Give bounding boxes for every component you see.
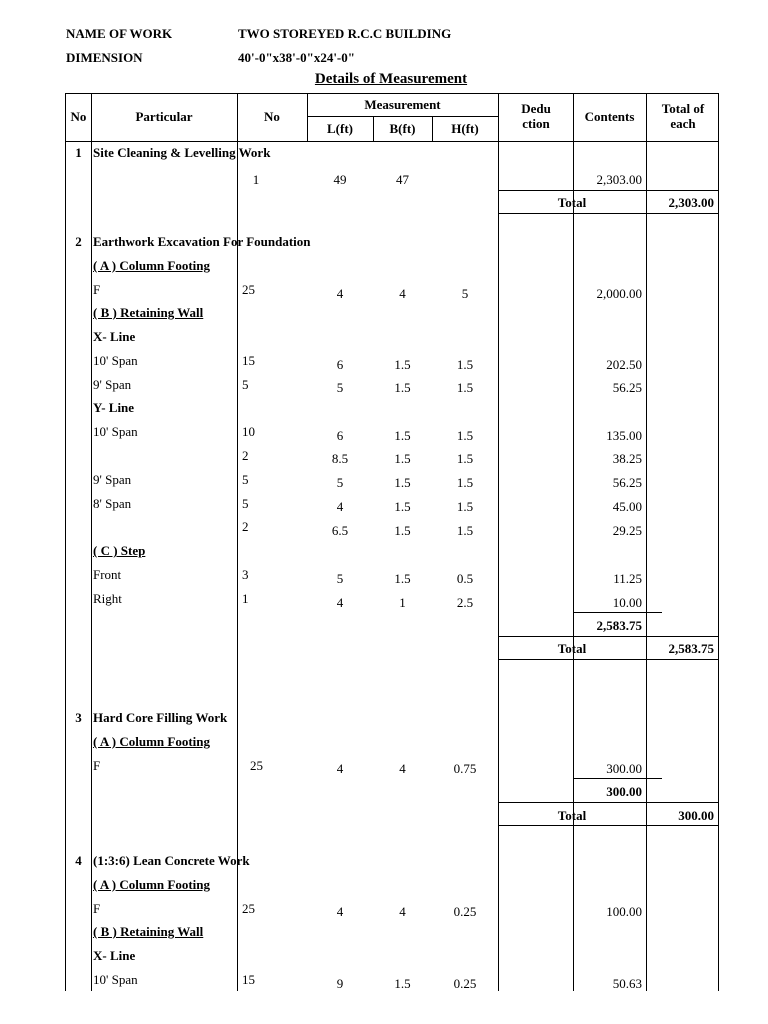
col-header-breadth: B(ft) [389,121,416,136]
row-length: 8.5 [331,451,349,466]
row-contents: 10.00 [612,595,642,610]
subtotal-line [573,778,662,779]
row-length: 49 [333,172,347,187]
row-breadth: 1.5 [394,428,411,443]
col-header-particular: Particular [135,109,193,124]
row-height: 0.25 [453,976,477,991]
row-particular: ( A ) Column Footing [93,258,211,273]
header-bottom-border [65,141,719,142]
row-particular: 10' Span [93,424,138,439]
name-of-work-label: NAME OF WORK [66,26,173,41]
row-breadth: 1.5 [394,451,411,466]
row-height: 1.5 [456,523,474,538]
row-qty: 5 [242,496,249,511]
row-height: 1.5 [456,357,474,372]
row-particular: (1:3:6) Lean Concrete Work [93,853,250,868]
row-height: 1.5 [456,428,474,443]
col-header-contents: Contents [584,109,635,124]
row-qty: 2 [242,519,249,534]
row-number: 4 [75,853,82,868]
total-line [498,659,719,660]
row-particular: 10' Span [93,972,138,987]
row-breadth: 1.5 [394,523,411,538]
total-line [498,636,719,637]
name-of-work-value: TWO STOREYED R.C.C BUILDING [238,26,452,41]
measurement-divider [307,116,498,117]
row-particular: ( B ) Retaining Wall [93,305,204,320]
col-header-length: L(ft) [327,121,353,136]
row-length: 5 [336,380,344,395]
total-line [498,825,719,826]
row-particular: ( C ) Step [93,543,146,558]
col-header-qty: No [264,109,280,124]
row-contents: 45.00 [612,499,642,514]
col-header-deduction: Dedu ction [521,101,551,131]
row-contents: 29.25 [612,523,642,538]
row-length: 5 [336,475,344,490]
row-height: 1.5 [456,499,474,514]
row-contents: 300.00 [606,761,642,776]
row-qty: 15 [242,972,255,987]
row-contents: 100.00 [606,904,642,919]
row-breadth: 1.5 [394,499,411,514]
row-particular: Right [93,591,122,606]
row-height: 0.75 [453,761,477,776]
row-contents: 202.50 [606,357,642,372]
row-particular: Front [93,567,122,582]
row-particular: ( A ) Column Footing [93,734,211,749]
row-length: 9 [336,976,344,991]
row-breadth: 1.5 [394,475,411,490]
row-particular: F [93,901,101,916]
row-contents: 56.25 [612,475,642,490]
dimension-label: DIMENSION [66,50,143,65]
row-particular: F [93,282,101,297]
row-particular: Y- Line [93,400,135,415]
row-total-each: 2,303.00 [668,195,714,210]
row-particular: F [93,758,101,773]
row-subtotal: 2,583.75 [596,618,642,633]
row-qty: 5 [242,472,249,487]
row-height: 2.5 [456,595,474,610]
subtotal-line [573,612,662,613]
row-qty: 1 [242,591,249,606]
row-qty: 15 [242,353,255,368]
column-border [718,93,719,991]
col-header-measurement: Measurement [364,97,441,112]
row-breadth: 1 [399,595,406,610]
row-particular: Site Cleaning & Levelling Work [93,145,271,160]
row-length: 6.5 [331,523,349,538]
col-header-no: No [70,109,87,124]
row-breadth: 1.5 [394,976,411,991]
row-breadth: 4 [399,761,406,776]
row-qty: 2 [242,448,249,463]
row-contents: 38.25 [612,451,642,466]
row-length: 4 [336,904,344,919]
row-particular: ( B ) Retaining Wall [93,924,204,939]
row-contents: 56.25 [612,380,642,395]
row-number: 2 [75,234,82,249]
row-breadth: 4 [399,286,406,301]
col-header-total-each: Total of each [661,101,705,131]
row-breadth: 1.5 [394,571,411,586]
column-border [498,93,499,991]
page-title: Details of Measurement [314,71,468,87]
row-qty: 25 [250,758,263,773]
col-header-height: H(ft) [451,121,479,136]
dimension-value: 40'-0"x38'-0"x24'-0" [238,50,355,65]
row-particular: X- Line [93,948,136,963]
row-particular: 9' Span [93,472,132,487]
row-breadth: 4 [399,904,406,919]
column-border [646,93,647,991]
row-height: 0.25 [453,904,477,919]
row-qty: 25 [242,282,255,297]
row-total-label: Total [557,641,587,656]
row-number: 1 [75,145,82,160]
row-length: 6 [336,357,344,372]
column-border [573,93,574,991]
table-top-border [65,93,719,94]
row-height: 5 [461,286,469,301]
row-particular: 10' Span [93,353,138,368]
row-length: 6 [336,428,344,443]
row-length: 4 [336,595,344,610]
row-contents: 2,000.00 [596,286,642,301]
row-qty: 10 [242,424,255,439]
row-number: 3 [75,710,82,725]
row-height: 1.5 [456,380,474,395]
row-length: 5 [336,571,344,586]
row-contents: 135.00 [606,428,642,443]
row-qty: 1 [252,172,260,187]
row-qty: 5 [242,377,249,392]
row-contents: 50.63 [612,976,642,991]
row-length: 4 [336,286,344,301]
row-breadth: 1.5 [394,357,411,372]
row-particular: Hard Core Filling Work [93,710,228,725]
total-line [498,802,719,803]
row-qty: 3 [242,567,249,582]
row-length: 4 [336,499,344,514]
row-total-each: 2,583.75 [668,641,714,656]
row-particular: ( A ) Column Footing [93,877,211,892]
row-height: 0.5 [456,571,474,586]
row-total-label: Total [557,195,587,210]
row-total-label: Total [557,808,587,823]
total-line [498,213,719,214]
total-line [498,190,719,191]
row-breadth: 47 [396,172,409,187]
row-height: 1.5 [456,451,474,466]
row-total-each: 300.00 [678,808,714,823]
row-particular: Earthwork Excavation For Foundation [93,234,311,249]
row-contents: 11.25 [613,571,642,586]
row-contents: 2,303.00 [596,172,642,187]
row-particular: 8' Span [93,496,132,511]
row-qty: 25 [242,901,255,916]
row-subtotal: 300.00 [606,784,642,799]
row-particular: X- Line [93,329,136,344]
row-breadth: 1.5 [394,380,411,395]
row-height: 1.5 [456,475,474,490]
row-particular: 9' Span [93,377,132,392]
row-length: 4 [336,761,344,776]
